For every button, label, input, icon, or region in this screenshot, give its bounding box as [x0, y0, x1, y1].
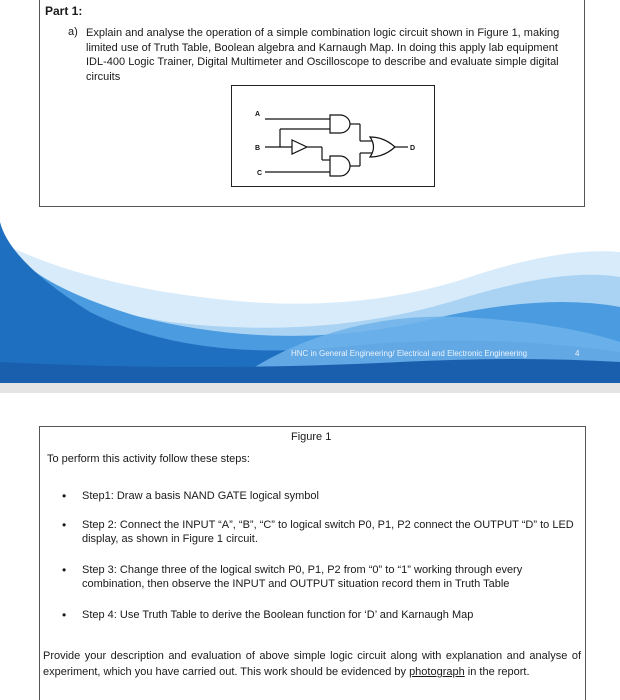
input-label-b: B [255, 145, 261, 152]
closing-paragraph [43, 648, 581, 680]
closing-text-after: in the report. [464, 666, 530, 678]
logic-circuit-diagram [231, 85, 435, 187]
and-gate-1 [330, 115, 350, 133]
step-item-1: • Step1: Draw a basis NAND GATE logical symbol [62, 489, 582, 504]
steps-list [62, 489, 582, 622]
input-label-a: A [255, 111, 261, 118]
photograph-link[interactable]: photograph [409, 666, 465, 678]
or-gate [370, 137, 395, 157]
question-label: a) [68, 26, 78, 38]
figure-caption: Figure 1 [291, 431, 332, 443]
footer-text: HNC in General Engineering/ Electrical and Electronic Engineering [291, 349, 528, 358]
output-label-d: D [410, 145, 416, 152]
input-label-c: C [257, 170, 263, 177]
question-text: Explain and analyse the operation of a simple combination logic circuit shown in Figure 1, making limited use of Truth Table, Boolean algebra and Karnaugh Map. In doing this apply lab equipment IDL-400 Logic Trainer, Digital Multimeter and Oscilloscope to describe and evaluate simple digital circuits [86, 27, 560, 83]
decorative-wave [0, 222, 620, 383]
step-item-4: • Step 4: Use Truth Table to derive the Boolean function for ‘D’ and Karnaugh Map [62, 608, 582, 623]
instructions-intro: To perform this activity follow these steps: [47, 453, 250, 465]
part-title: Part 1: [45, 4, 83, 18]
step-item-2: • Step 2: Connect the INPUT “A”, “B”, “C” to logical switch P0, P1, P2 connect the OUTPUT “D” to LED display, as shown in Figure 1 circuit. [62, 518, 582, 547]
circuit-svg [232, 86, 434, 186]
page-number: 4 [575, 349, 580, 358]
and-gate-2 [330, 156, 350, 176]
step-item-3: • Step 3: Change three of the logical switch P0, P1, P2 from “0” to “1” working through every combination, then observe the INPUT and OUTPUT situation record them in Truth Table [62, 563, 582, 592]
page-gap [0, 383, 620, 393]
closing-text-before: Provide your description and evaluation of above simple logic circuit along with explanation and analyse of experiment, which you have carried out. This work should be evidenced by [43, 650, 581, 678]
buffer-gate [292, 140, 307, 154]
